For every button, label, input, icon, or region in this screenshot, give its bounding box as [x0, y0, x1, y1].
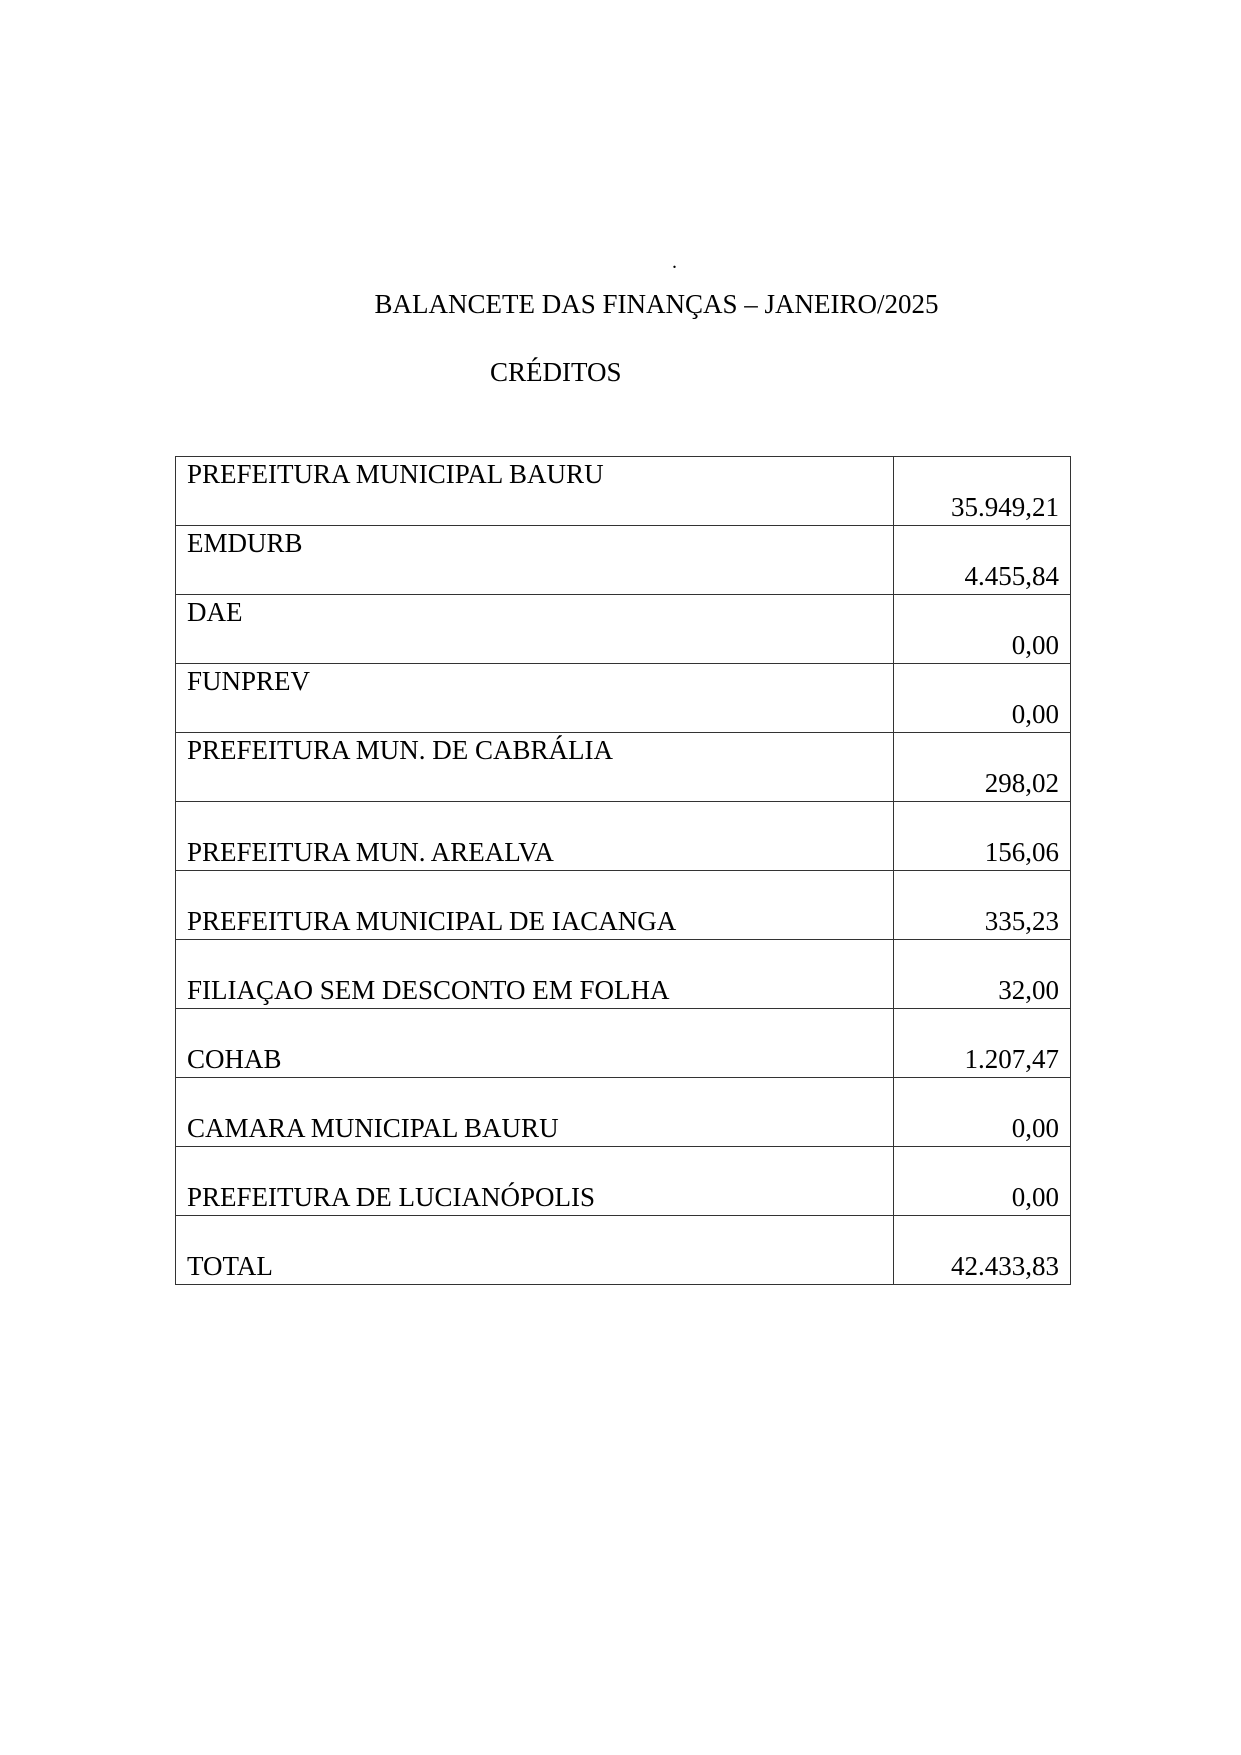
row-label-cell	[176, 526, 894, 595]
table-row	[176, 457, 1071, 526]
row-label: PREFEITURA MUN. AREALVA	[187, 837, 554, 867]
table-row	[176, 871, 1071, 940]
row-value-cell	[894, 526, 1071, 595]
row-label-cell	[176, 733, 894, 802]
row-label: DAE	[187, 597, 243, 627]
table-row	[176, 733, 1071, 802]
row-value-cell	[894, 940, 1071, 1009]
header-dot: .	[672, 251, 677, 273]
row-label: COHAB	[187, 1044, 282, 1074]
table-row	[176, 802, 1071, 871]
row-label-cell	[176, 1078, 894, 1147]
row-value-cell	[894, 802, 1071, 871]
row-value: 335,23	[984, 906, 1059, 936]
row-value-cell	[894, 1009, 1071, 1078]
document-title: BALANCETE DAS FINANÇAS – JANEIRO/2025	[374, 289, 939, 319]
row-value: 0,00	[1011, 1113, 1059, 1143]
row-label-cell	[176, 595, 894, 664]
table-row	[176, 595, 1071, 664]
row-value: 0,00	[1011, 1182, 1059, 1212]
row-value-cell	[894, 1078, 1071, 1147]
row-label-cell	[176, 871, 894, 940]
row-value: 0,00	[1011, 699, 1059, 729]
row-label: PREFEITURA MUNICIPAL BAURU	[187, 459, 604, 489]
table-row	[176, 1009, 1071, 1078]
row-value: 0,00	[1011, 630, 1059, 660]
credits-table-body	[176, 457, 1071, 1285]
row-label-cell	[176, 802, 894, 871]
row-value-cell	[894, 457, 1071, 526]
row-label: FILIAÇAO SEM DESCONTO EM FOLHA	[187, 975, 670, 1005]
credits-table	[175, 456, 1071, 1285]
row-value-cell	[894, 871, 1071, 940]
row-label: EMDURB	[187, 528, 303, 558]
table-row	[176, 940, 1071, 1009]
row-label-cell	[176, 940, 894, 1009]
row-value: 35.949,21	[951, 492, 1059, 522]
row-label-cell	[176, 1009, 894, 1078]
table-row	[176, 526, 1071, 595]
row-value: 156,06	[984, 837, 1059, 867]
total-label-cell	[176, 1216, 894, 1285]
row-label: CAMARA MUNICIPAL BAURU	[187, 1113, 559, 1143]
row-label-cell	[176, 664, 894, 733]
row-value: 298,02	[984, 768, 1059, 798]
row-value: 1.207,47	[964, 1044, 1059, 1074]
row-value-cell	[894, 664, 1071, 733]
table-row	[176, 1078, 1071, 1147]
row-label: FUNPREV	[187, 666, 311, 696]
row-value-cell	[894, 733, 1071, 802]
row-value-cell	[894, 1147, 1071, 1216]
section-title: CRÉDITOS	[490, 357, 622, 387]
row-value: 4.455,84	[964, 561, 1059, 591]
total-value: 42.433,83	[951, 1251, 1059, 1281]
row-value-cell	[894, 595, 1071, 664]
total-label: TOTAL	[187, 1251, 273, 1281]
row-label: PREFEITURA MUNICIPAL DE IACANGA	[187, 906, 677, 936]
total-row	[176, 1216, 1071, 1285]
row-label: PREFEITURA DE LUCIANÓPOLIS	[187, 1182, 596, 1212]
row-label-cell	[176, 1147, 894, 1216]
row-label: PREFEITURA MUN. DE CABRÁLIA	[187, 735, 614, 765]
table-row	[176, 1147, 1071, 1216]
row-label-cell	[176, 457, 894, 526]
row-value: 32,00	[998, 975, 1059, 1005]
table-row	[176, 664, 1071, 733]
total-value-cell	[894, 1216, 1071, 1285]
